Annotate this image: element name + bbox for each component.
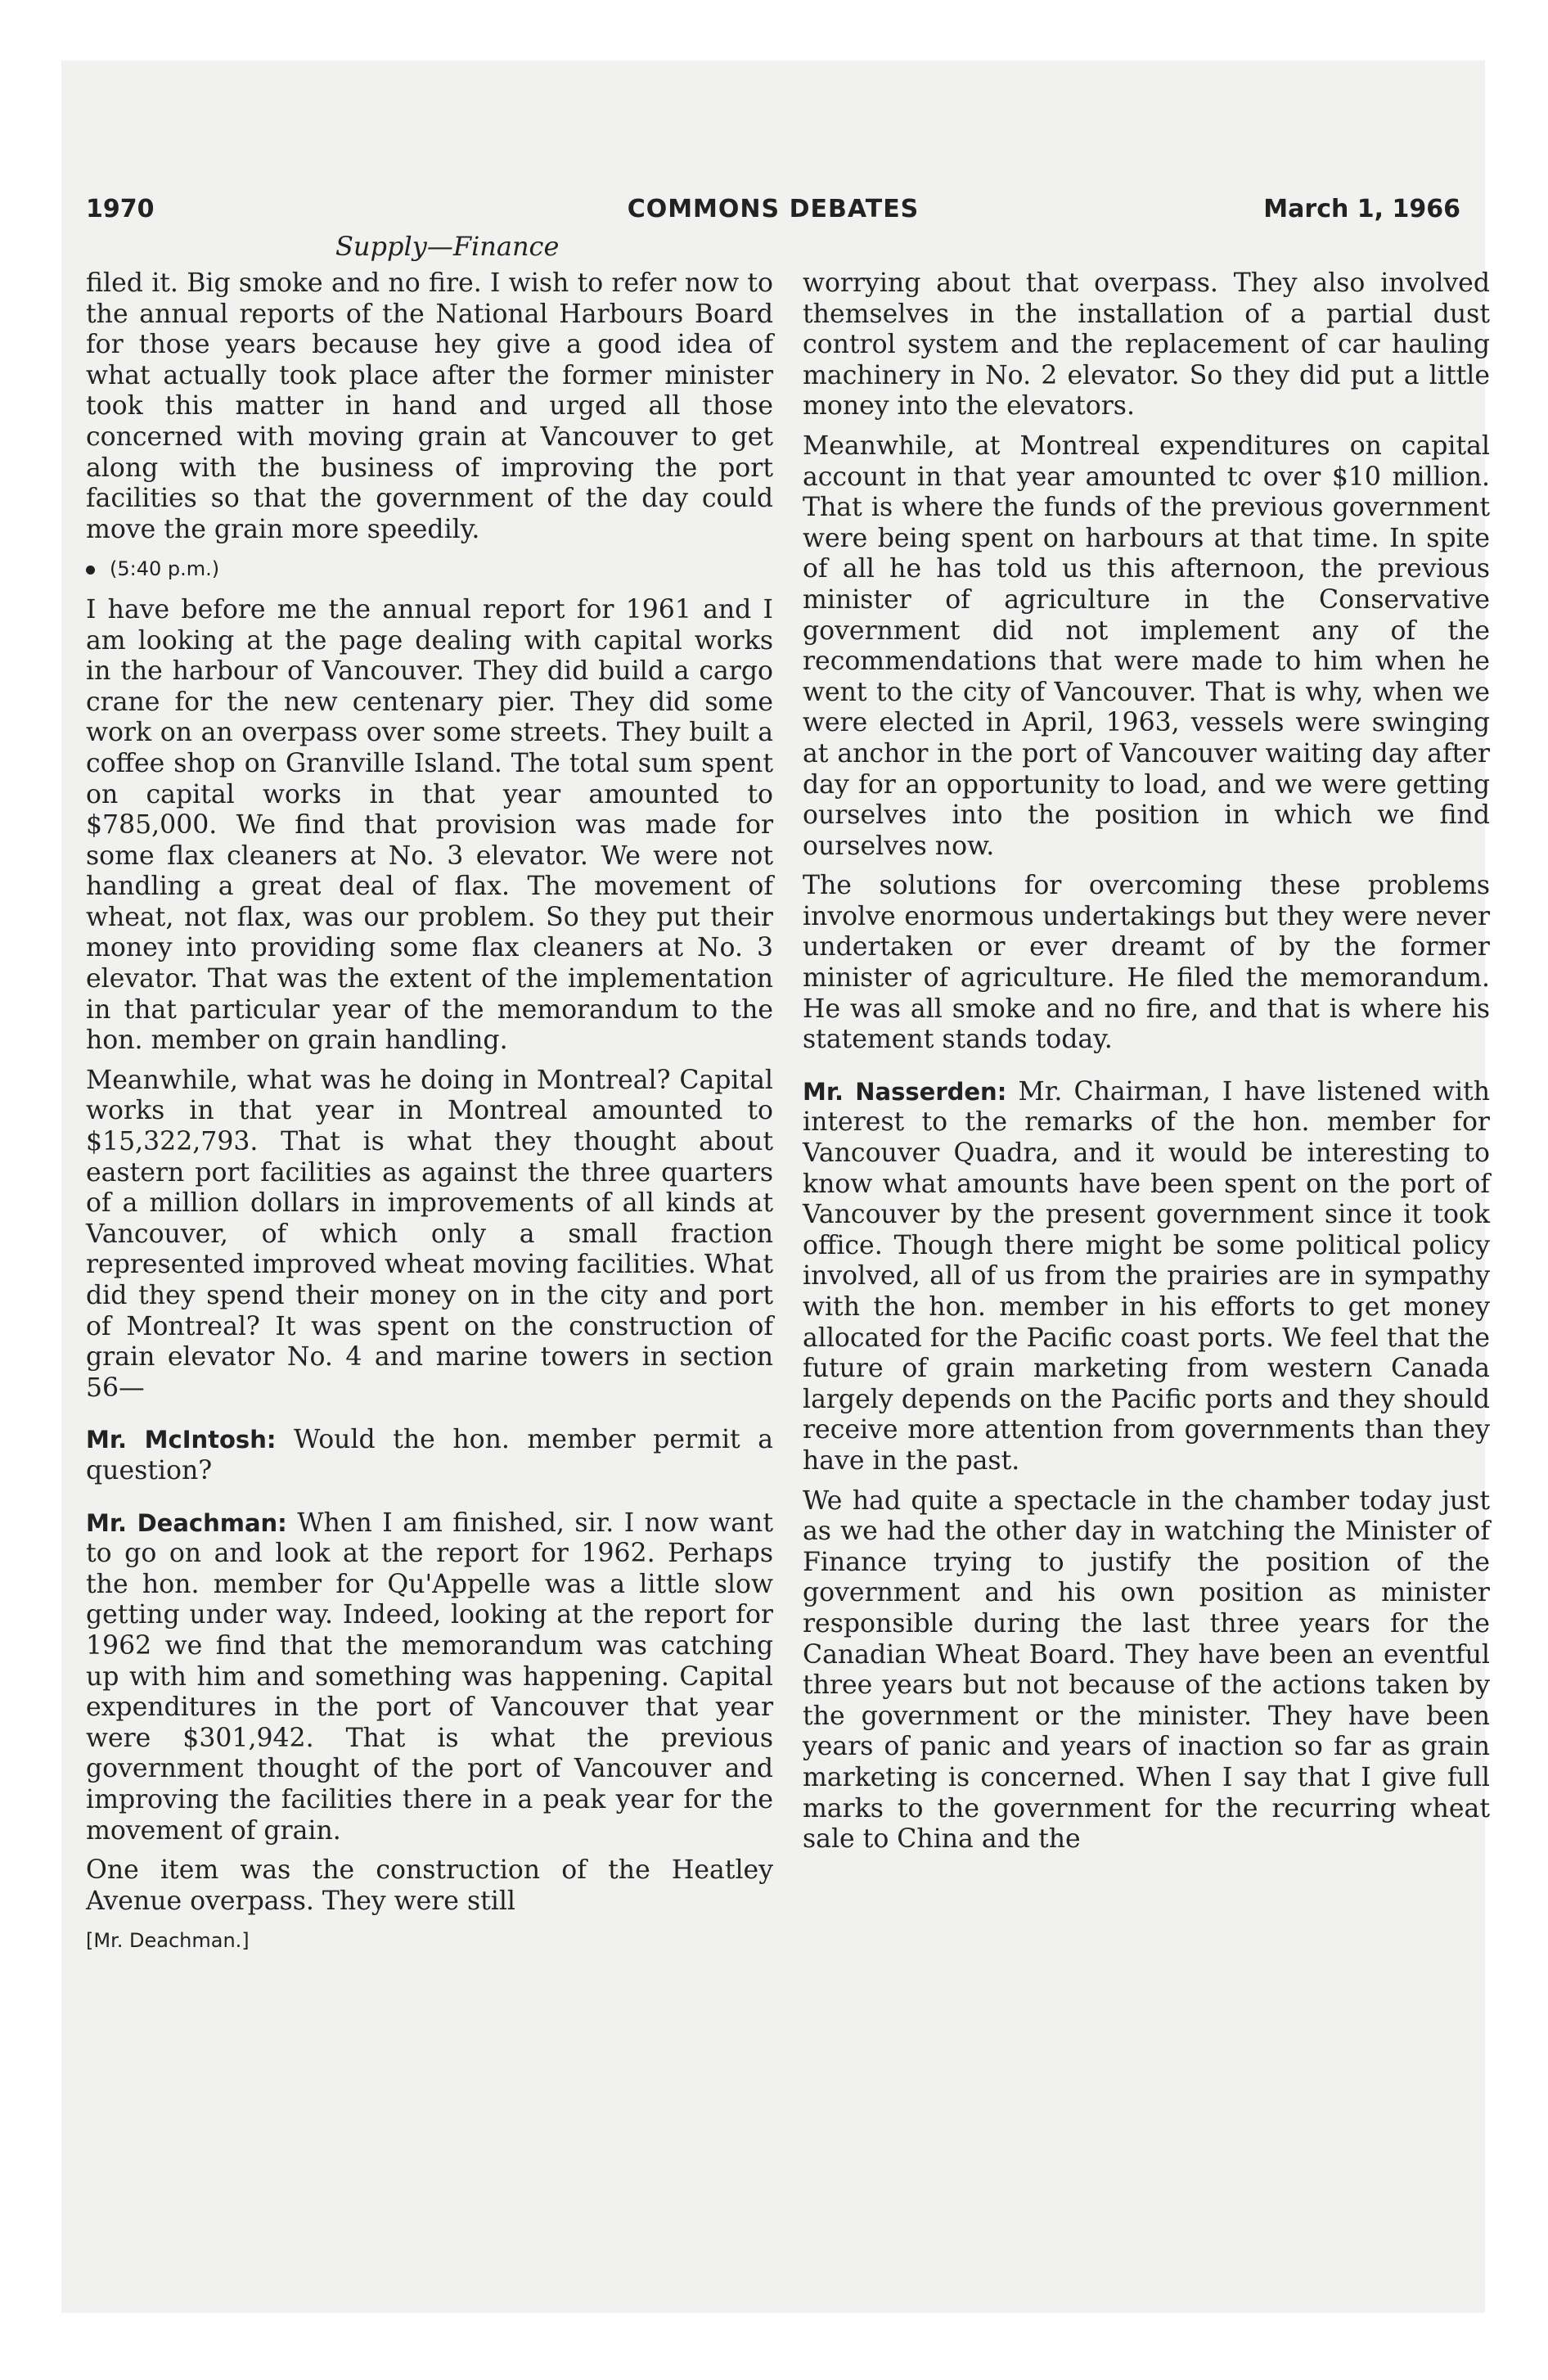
timestamp-text: (5:40 p.m.): [110, 557, 220, 581]
paragraph: I have before me the annual report for 1961 and I am looking at the page dealing with capital works in the harbour of Vancouver. They did build a cargo crane for the new centenary pier. They did some work on an overpass over some streets. They built a coffee shop on Granville Island. The total sum spent on capital works in that year amounted to $785,000. We find that provision was made for some flax cleaners at No. 3 elevator. We were not handling a great deal of flax. The movement of wheat, not flax, was our problem. So they put their money into providing some flax cleaners at No. 3 elevator. That was the extent of the implementation in that particular year of the memorandum to the hon. member on grain handling.: [86, 594, 773, 1056]
page-header: [86, 195, 1460, 231]
speaker-name: Mr. Nasserden:: [803, 1077, 1007, 1106]
paragraph: One item was the construction of the Heatley Avenue overpass. They were still: [86, 1855, 773, 1916]
bullet-icon: [86, 566, 95, 575]
left-column: [86, 268, 773, 1957]
speech: [86, 1508, 773, 1847]
speaker-name: Mr. McIntosh:: [86, 1426, 277, 1454]
paragraph: Meanwhile, what was he doing in Montreal? Capital works in that year in Montreal amounted to $15,322,793. That is what they thought about eastern port facilities as against the three quarters of a million dollars in improvements of all kinds at Vancouver, of which only a small fraction represented improved wheat moving facilities. What did they spend their money on in the city and port of Montreal? It was spent on the construction of grain elevator No. 4 and marine towers in section 56—: [86, 1065, 773, 1403]
publication-date: March 1, 1966: [1263, 195, 1460, 223]
paragraph: The solutions for overcoming these problems involve enormous undertakings but they were never undertaken or ever dreamt of by the former minister of agriculture. He filed the memorandum. He was all smoke and no fire, and that is where his statement stands today.: [803, 871, 1490, 1055]
paragraph: worrying about that overpass. They also involved themselves in the installation of a partial dust control system and the replacement of car hauling machinery in No. 2 elevator. So they did put a little money into the elevators.: [803, 268, 1490, 421]
right-column: [803, 268, 1490, 1864]
speaker-name: Mr. Deachman:: [86, 1508, 287, 1537]
section-subheader: Supply—Finance: [335, 231, 560, 262]
speech-text: Would the hon. member permit a question?: [86, 1425, 773, 1485]
timestamp: [86, 554, 773, 585]
speech-text: Mr. Chairman, I have listened with interest to the remarks of the hon. member for Vancouver Quadra, and it would be interesting to know what amounts have been spent on the port of Vancouver by the present government since it took office. Though there might be some political policy involved, all of us from the prairies are in sympathy with the hon. member in his efforts to get money allocated for the Pacific coast ports. We feel that the future of grain marketing from western Canada largely depends on the Pacific ports and they should receive more attention from governments than they have in the past.: [803, 1076, 1491, 1476]
paragraph: Meanwhile, at Montreal expenditures on capital account in that year amounted tc over $10 million. That is where the funds of the previous government were being spent on harbours at that time. In spite of all he has told us this afternoon, the previous minister of agriculture in the Conservative government did not implement any of the recommendations that were made to him when he went to the city of Vancouver. That is why, when we were elected in April, 1963, vessels were swinging at anchor in the port of Vancouver waiting day after day for an opportunity to load, and we were getting ourselves into the position in which we find ourselves now.: [803, 430, 1490, 861]
paragraph: filed it. Big smoke and no fire. I wish to refer now to the annual reports of the National Harbours Board for those years because hey give a good idea of what actually took place after the former minister took this matter in hand and urged all those concerned with moving grain at Vancouver to get along with the business of improving the port facilities so that the government of the day could move the grain more speedily.: [86, 268, 773, 544]
speaker-attribution: [Mr. Deachman.]: [86, 1929, 250, 1953]
publication-title: COMMONS DEBATES: [627, 195, 920, 223]
page-number: 1970: [86, 195, 155, 223]
paragraph: We had quite a spectacle in the chamber today just as we had the other day in watching the Minister of Finance trying to justify the position of the government and his own position as minister responsible during the last three years for the Canadian Wheat Board. They have been an eventful three years but not because of the actions taken by the government or the minister. They have been years of panic and years of inaction so far as grain marketing is concerned. When I say that I give full marks to the government for the recurring wheat sale to China and the: [803, 1485, 1490, 1855]
speech: [803, 1077, 1490, 1477]
speech: [86, 1425, 773, 1486]
speech-text: When I am finished, sir. I now want to go on and look at the report for 1962. Perhaps the hon. member for Qu'Appelle was a little slow getting under way. Indeed, looking at the report for 1962 we find that the memorandum was catching up with him and something was happening. Capital expenditures in the port of Vancouver that year were $301,942. That is what the previous government thought of the port of Vancouver and improving the facilities there in a peak year for the movement of grain.: [86, 1508, 773, 1846]
